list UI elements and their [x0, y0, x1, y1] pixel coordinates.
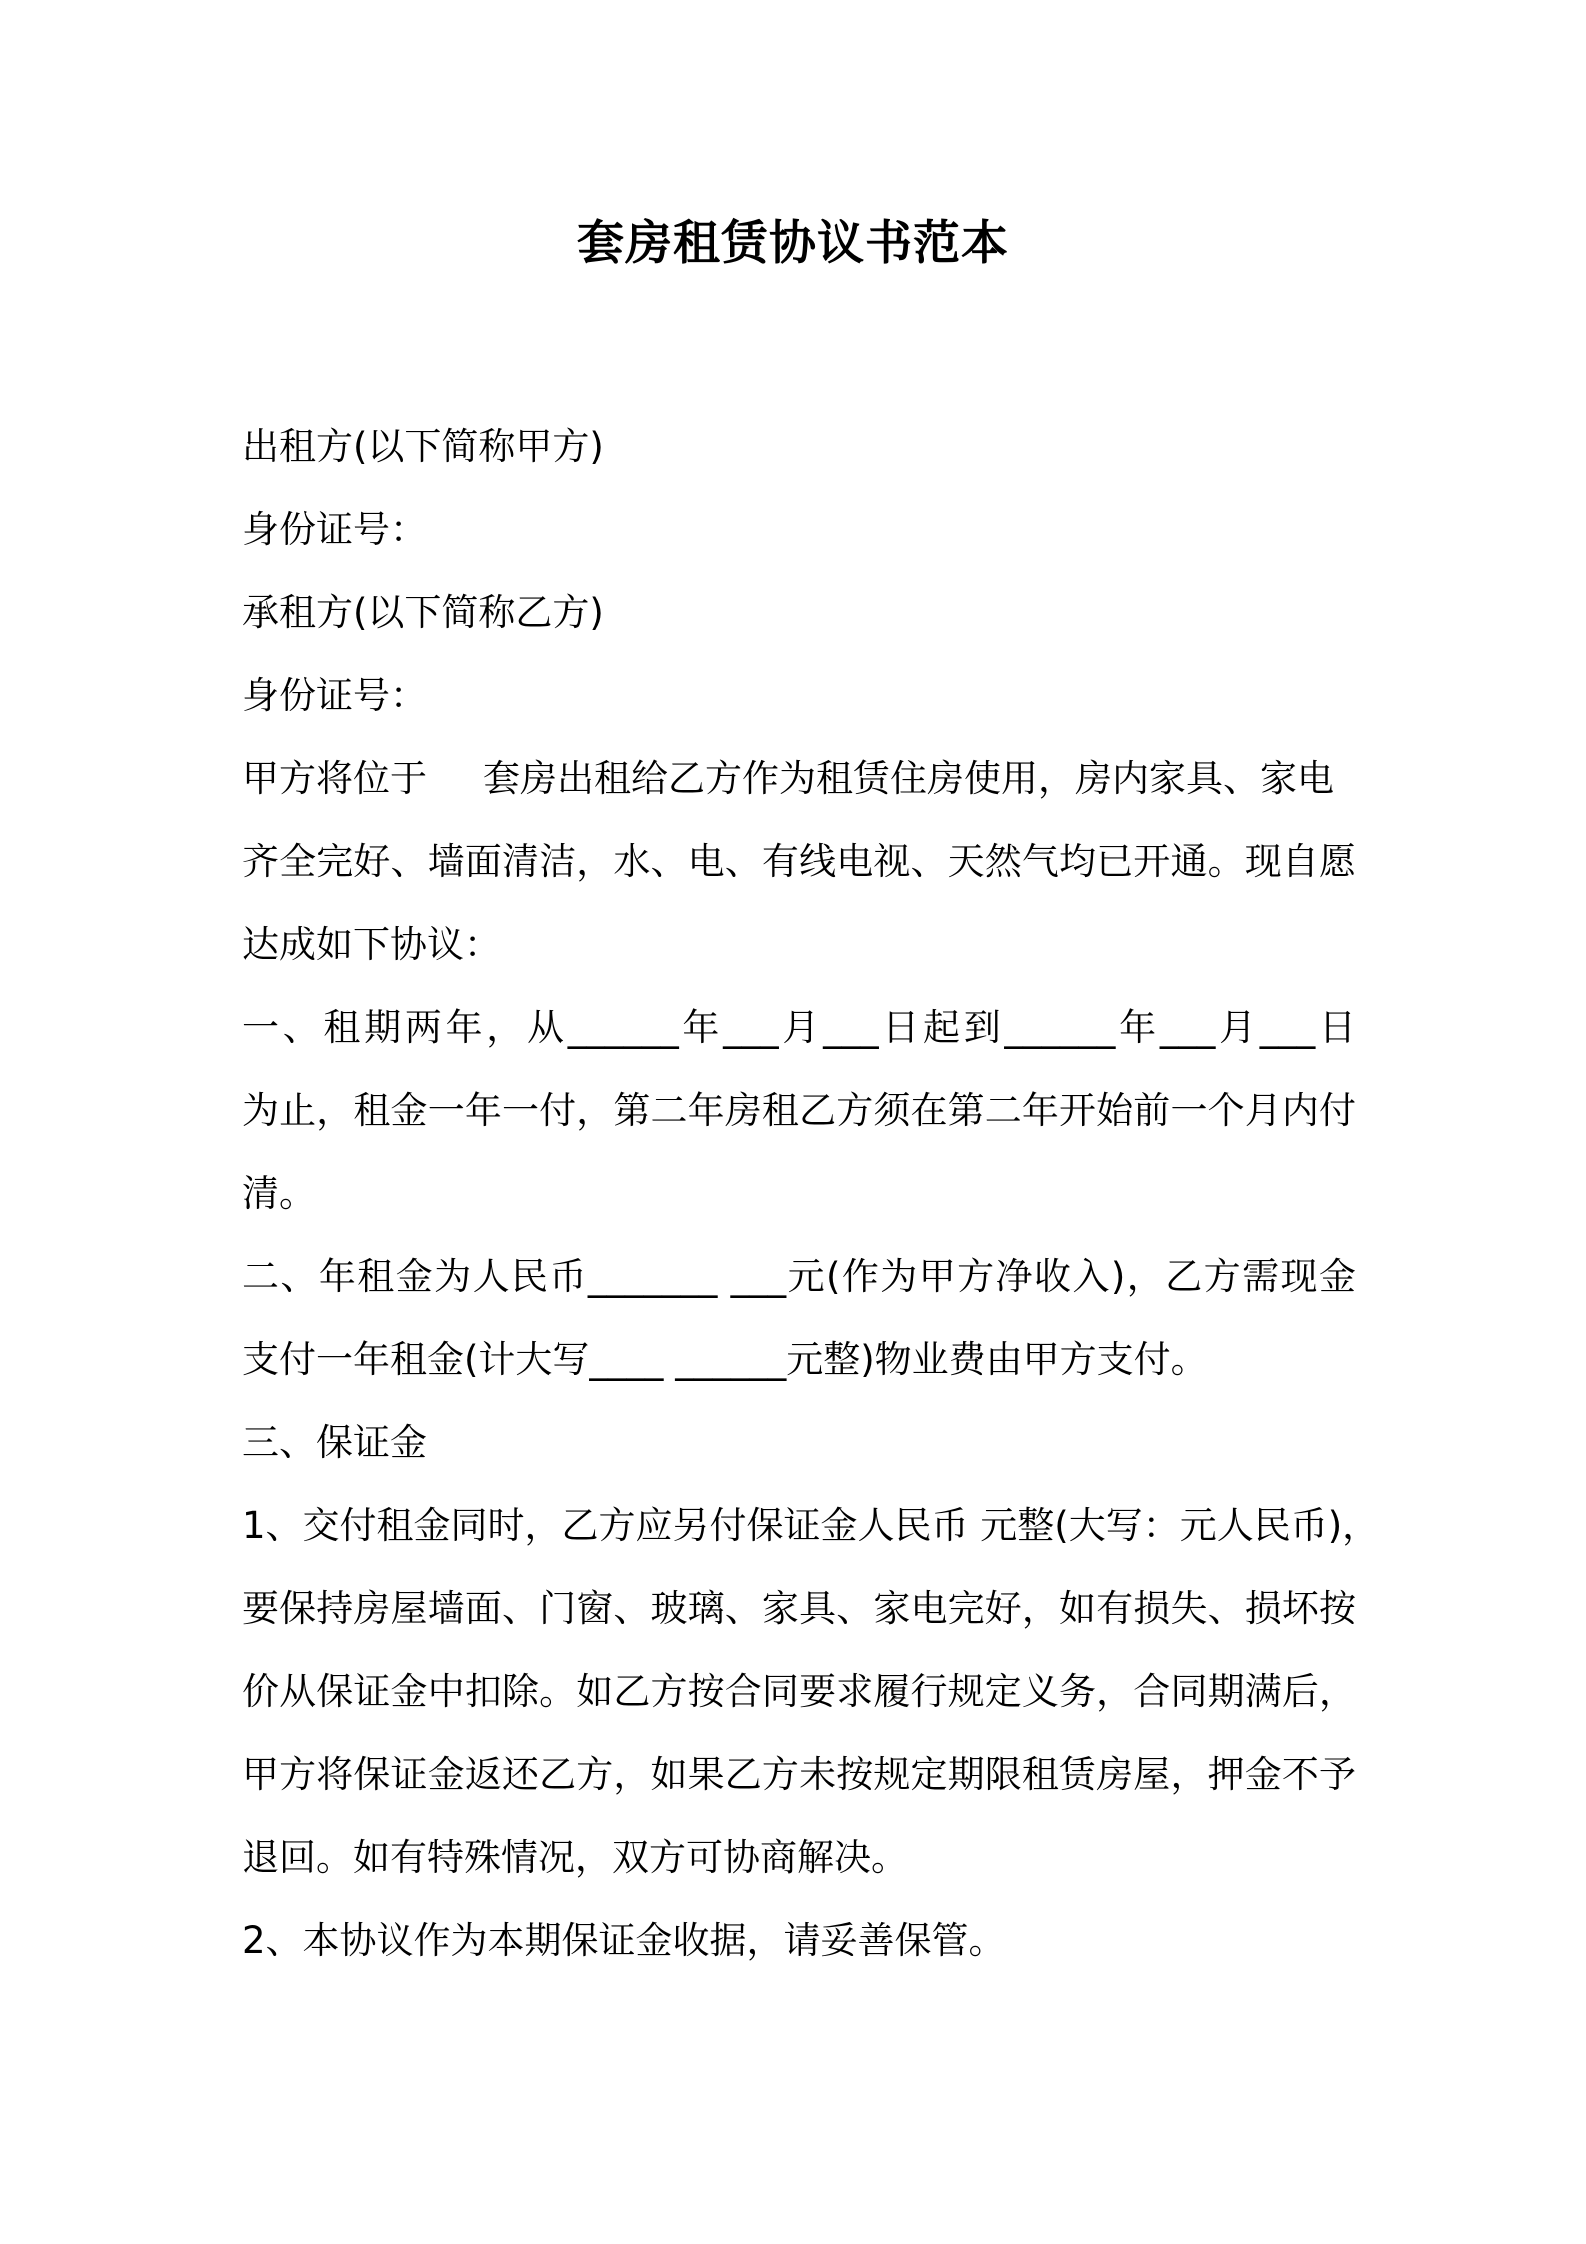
premises-line-1 [242, 737, 1356, 820]
term-line-2: 为止，租金一年一付，第二年房租乙方须在第二年开始前一个月内付 [242, 1089, 1356, 1132]
premises-line-2: 齐全完好、墙面清洁，水、电、有线电视、天然气均已开通。现自愿 [242, 840, 1356, 883]
lessee-line: 承租方(以下简称乙方) [242, 591, 604, 634]
deposit-heading: 三、保证金 [242, 1421, 427, 1464]
deposit-line-3: 价从保证金中扣除。如乙方按合同要求履行规定义务，合同期满后， [242, 1670, 1356, 1713]
premises-line-3: 达成如下协议： [242, 923, 501, 966]
rent-line-1: 二、年租金为人民币_______ ___元(作为甲方净收入)，乙方需现金 [242, 1255, 1356, 1298]
term-line-1: 一、租期两年，从______年___月___日起到______年___月___日 [242, 1006, 1356, 1049]
deposit-line-2: 要保持房屋墙面、门窗、玻璃、家具、家电完好，如有损失、损坏按 [242, 1587, 1356, 1630]
lessor-id-line: 身份证号： [242, 508, 427, 551]
rent-line-2: 支付一年租金(计大写____ ______元整)物业费由甲方支付。 [242, 1338, 1208, 1381]
document-body [242, 405, 1380, 1982]
document-title: 套房租赁协议书范本 [577, 216, 1009, 271]
deposit-line-4: 甲方将保证金返还乙方，如果乙方未按规定期限租赁房屋，押金不予 [242, 1753, 1356, 1796]
lessor-line: 出租方(以下简称甲方) [242, 425, 604, 468]
lessee-id-line: 身份证号： [242, 674, 427, 717]
term-line-3: 清。 [242, 1172, 316, 1215]
deposit-line-1: 1、交付租金同时，乙方应另付保证金人民币 元整(大写：元人民币)， [242, 1504, 1380, 1547]
premises-text-b: 套房出租给乙方作为租赁住房使用，房内家具、家电 [483, 757, 1334, 800]
deposit-line-5: 退回。如有特殊情况，双方可协商解决。 [242, 1836, 908, 1879]
premises-text-a: 甲方将位于 [242, 757, 427, 800]
receipt-line: 2、本协议作为本期保证金收据，请妥善保管。 [242, 1919, 1006, 1962]
